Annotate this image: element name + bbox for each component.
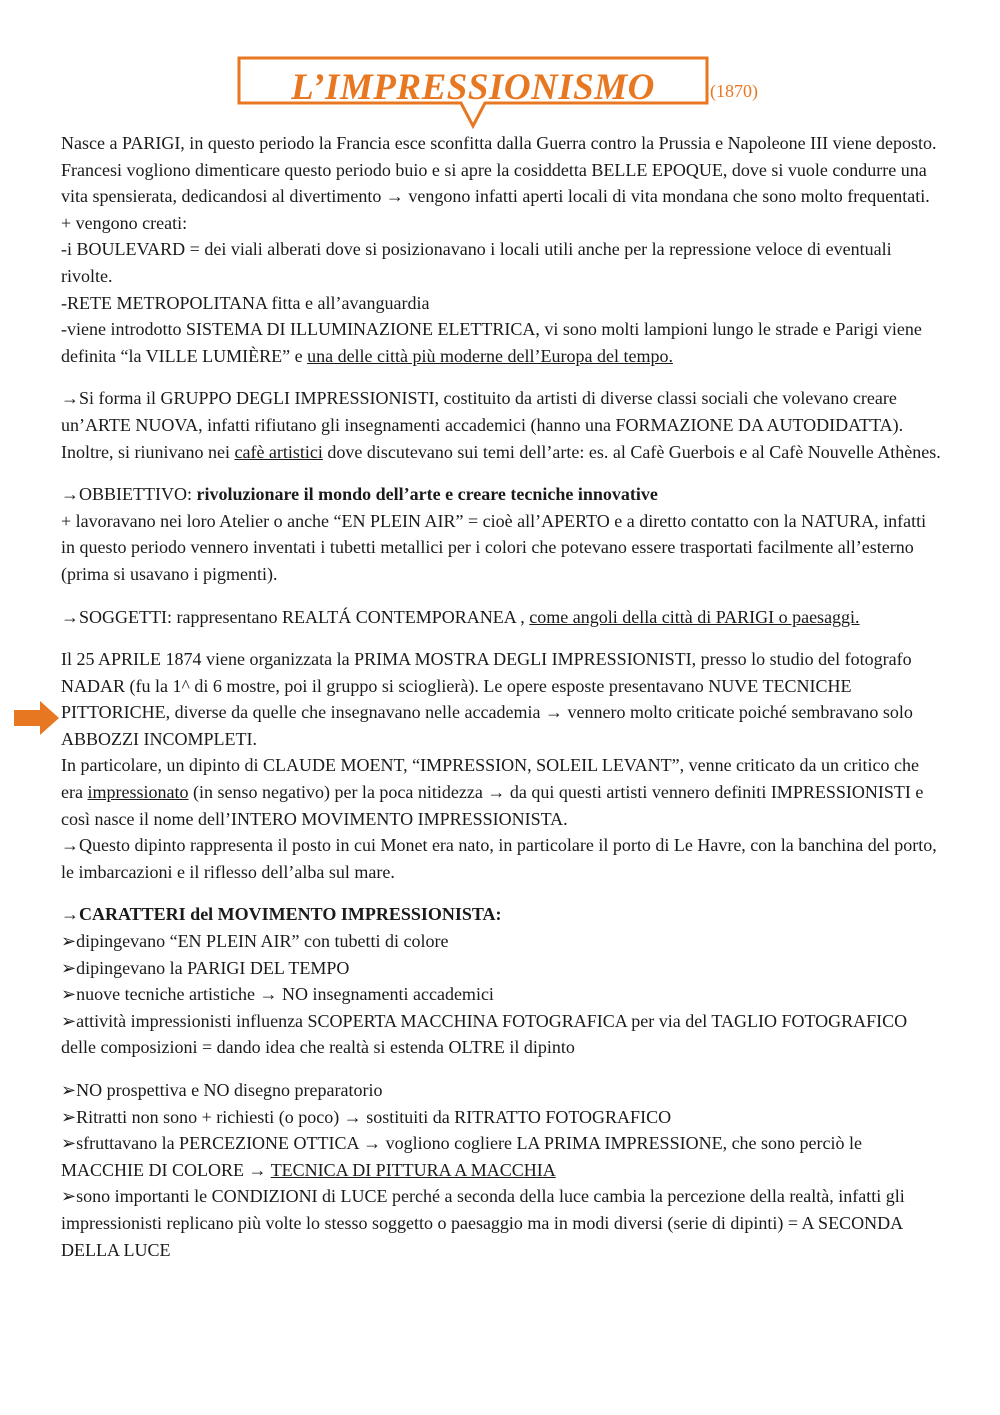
paragraph-soggetti: →SOGGETTI: rappresentano REALTÁ CONTEMPORANEA , come angoli della città di PARIGI o paesaggi. [61, 606, 860, 627]
arrowhead-bullet-icon: ➢ [61, 1080, 77, 1100]
list-item: ➢attività impressionisti influenza SCOPERTA MACCHINA FOTOGRAFICA per via del TAGLIO FOTOGRAFICO delle composizioni = dando idea che realtà si estenda OLTRE il dipinto [61, 1010, 908, 1058]
paragraph-monet: In particolare, un dipinto di CLAUDE MOENT, “IMPRESSION, SOLEIL LEVANT”, venne criticato da un critico che era impressionato (in senso negativo) per la poca nitidezza → da qui questi artisti vennero definiti IMPRESSIONISTI e così nasce il nome dell’INTERO MOVIMENTO IMPRESSIONISTA. [61, 755, 924, 829]
list-item: ➢sfruttavano la PERCEZIONE OTTICA → vogliono cogliere LA PRIMA IMPRESSIONE, che sono perciò le MACCHIE DI COLORE → TECNICA DI PITTURA A MACCHIA [61, 1133, 863, 1180]
list-item: ➢NO prospettiva e NO disegno preparatorio [61, 1080, 383, 1100]
right-arrow-icon: → [61, 904, 79, 925]
document-body [61, 130, 943, 1263]
arrowhead-bullet-icon: ➢ [61, 1186, 77, 1207]
title-callout [237, 56, 767, 130]
arrowhead-bullet-icon: ➢ [61, 1106, 77, 1127]
orange-arrow-icon [14, 698, 60, 738]
paragraph-metro: -RETE METROPOLITANA fitta e all’avanguardia [61, 292, 430, 313]
paragraph-dipinto: →Questo dipinto rappresenta il posto in cui Monet era nato, in particolare il porto di Le Havre, con la banchina del porto, le imbarcazioni e il riflesso dell’alba sul mare. [61, 835, 937, 882]
right-arrow-icon: → [545, 702, 563, 723]
page-title: L’IMPRESSIONISMO [291, 67, 655, 108]
title-year: (1870) [710, 81, 758, 101]
right-arrow-icon: → [61, 606, 79, 627]
right-arrow-icon: → [487, 782, 506, 803]
caratteri-heading: →CARATTERI del MOVIMENTO IMPRESSIONISTA: [61, 904, 502, 925]
paragraph-plein-air: + lavoravano nei loro Atelier o anche “EN PLEIN AIR” = cioè all’APERTO e a diretto contatto con la NATURA, infatti in questo periodo vennero inventati i tubetti metallici per i colori che potevano essere trasportati facilmente all’esterno (prima si usavano i pigmenti). [61, 510, 927, 584]
right-arrow-icon: → [259, 984, 278, 1005]
right-arrow-icon: → [61, 484, 79, 505]
arrowhead-bullet-icon: ➢ [61, 931, 77, 952]
arrowhead-bullet-icon: ➢ [61, 1133, 77, 1154]
list-item: ➢dipingevano “EN PLEIN AIR” con tubetti di colore [61, 931, 449, 952]
paragraph-obiettivo: →OBBIETTIVO: rivoluzionare il mondo dell’arte e creare tecniche innovative [61, 484, 658, 505]
paragraph-illuminazione: -viene introdotto SISTEMA DI ILLUMINAZIONE ELETTRICA, vi sono molti lampioni lungo le strade e Parigi viene definita “la VILLE LUMIÈRE” e una delle città più moderne dell’Europa del tempo. [61, 319, 922, 366]
list-item: ➢dipingevano la PARIGI DEL TEMPO [61, 957, 350, 978]
right-arrow-icon: → [61, 388, 79, 409]
right-arrow-icon: → [385, 186, 404, 207]
right-arrow-icon: → [343, 1106, 362, 1127]
list-item: ➢Ritratti non sono + richiesti (o poco) → sostituiti da RITRATTO FOTOGRAFICO [61, 1106, 672, 1127]
right-arrow-icon: → [61, 835, 79, 856]
arrowhead-bullet-icon: ➢ [61, 957, 77, 978]
right-arrow-icon: → [363, 1133, 382, 1154]
paragraph-mostra: Il 25 APRILE 1874 viene organizzata la PRIMA MOSTRA DEGLI IMPRESSIONISTI, presso lo studio del fotografo NADAR (fu la 1^ di 6 mostre, poi il gruppo si scioglierà). Le opere esposte presentavano NUVE TECNICHE PITTORICHE, diverse da quelle che insegnavano nelle accademia → vennero molto criticate poiché sembravano solo ABBOZZI INCOMPLETI. [61, 649, 913, 749]
paragraph-boulevard: -i BOULEVARD = dei viali alberati dove si posizionavano i locali utili anche per la repressione veloce di eventuali rivolte. [61, 239, 892, 286]
right-arrow-icon: → [248, 1159, 267, 1180]
paragraph-intro: Nasce a PARIGI, in questo periodo la Francia esce sconfitta dalla Guerra contro la Prussia e Napoleone III viene deposto. Francesi vogliono dimenticare questo periodo buio e si apre la cosiddetta BELLE EPOQUE, dove si vuole condurre una vita spensierata, dedicandosi al divertimento → vengono infatti aperti locali di vita mondana che sono molto frequentati. + vengono creati: [61, 133, 937, 233]
list-item: ➢sono importanti le CONDIZIONI di LUCE perché a seconda della luce cambia la percezione della realtà, infatti gli impressionisti replicano più volte lo stesso soggetto o paesaggio ma in modi diversi (serie di dipinti) = A SECONDA DELLA LUCE [61, 1186, 905, 1260]
paragraph-gruppo: →Si forma il GRUPPO DEGLI IMPRESSIONISTI, costituito da artisti di diverse classi sociali che volevano creare un’ARTE NUOVA, infatti rifiutano gli insegnamenti accademici (hanno una FORMAZIONE DA AUTODIDATTA). Inoltre, si riunivano nei cafè artistici dove discutevano sui temi dell’arte: es. al Cafè Guerbois e al Cafè Nouvelle Athènes. [61, 388, 941, 462]
arrowhead-bullet-icon: ➢ [61, 984, 77, 1005]
list-item: ➢nuove tecniche artistiche → NO insegnamenti accademici [61, 984, 494, 1005]
arrowhead-bullet-icon: ➢ [61, 1010, 77, 1031]
